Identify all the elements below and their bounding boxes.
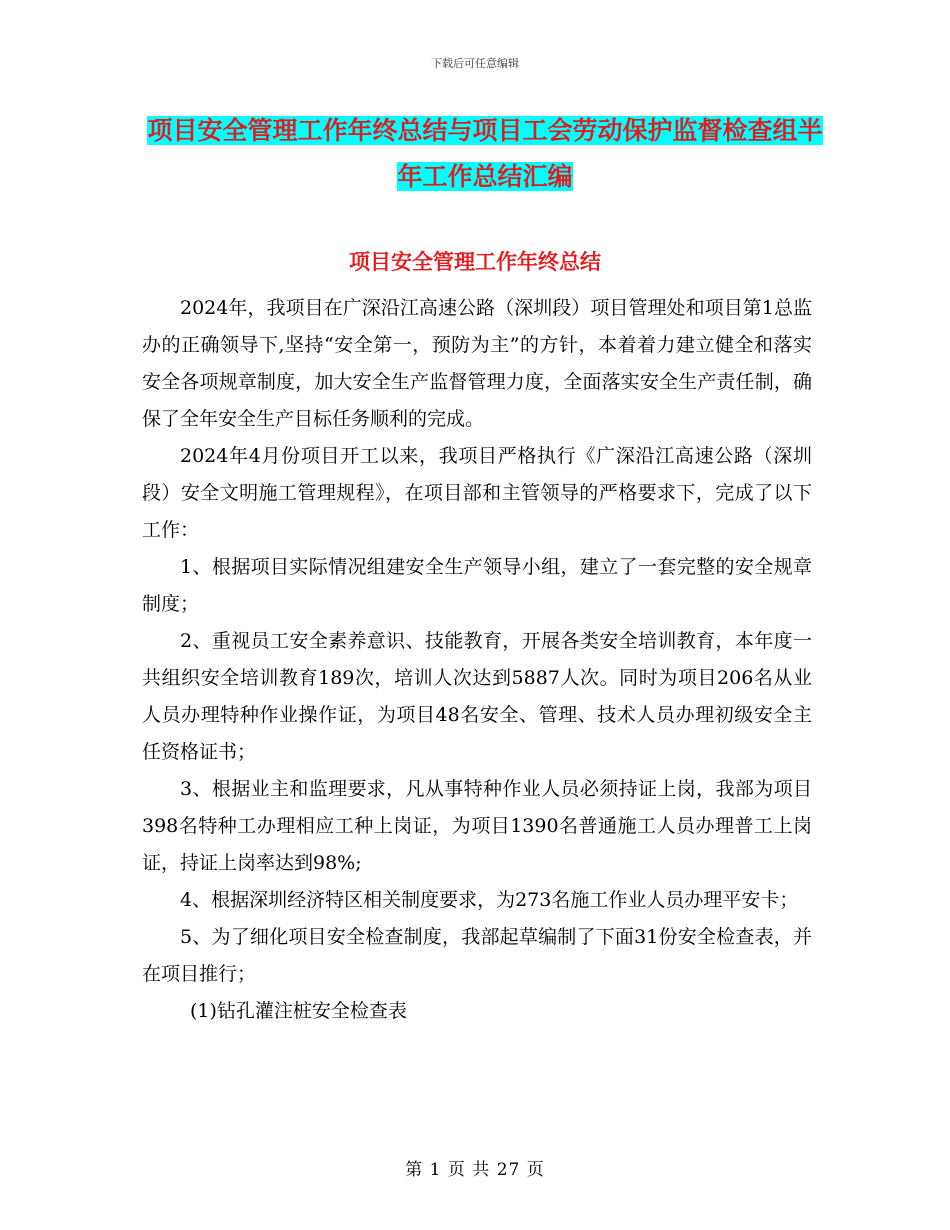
section-title: 项目安全管理工作年终总结 xyxy=(349,249,601,274)
page-number-footer: 第 1 页 共 27 页 xyxy=(405,1160,545,1180)
paragraph: 2、重视员工安全素养意识、技能教育，开展各类安全培训教育，本年度一共组织安全培训教育189次，培训人次达到5887人次。同时为项目206名从业人员办理特种作业操作证，为项目48名安全、管理、技术人员办理初级安全主任资格证书； xyxy=(142,630,812,763)
paragraph: 5、为了细化项目安全检查制度，我部起草编制了下面31份安全检查表，并在项目推行； xyxy=(142,926,812,985)
paragraph: 3、根据业主和监理要求，凡从事特种作业人员必须持证上岗，我部为项目398名特种工办理相应工种上岗证，为项目1390名普通施工人员办理普工上岗证，持证上岗率达到98%; xyxy=(142,778,812,874)
header-note: 下载后可任意编辑 xyxy=(431,57,519,70)
paragraph: 2024年，我项目在广深沿江高速公路（深圳段）项目管理处和项目第1总监办的正确领导下,坚持“安全第一，预防为主”的方针，本着着力建立健全和落实安全各项规章制度，加大安全生产监督管理力度，全面落实安全生产责任制，确保了全年安全生产目标任务顺利的完成。 xyxy=(142,297,812,430)
document-body xyxy=(142,290,812,1030)
document-title-text: 项目安全管理工作年终总结与项目工会劳动保护监督检查组半年工作总结汇编 xyxy=(147,116,823,191)
document-title xyxy=(140,108,830,200)
paragraph: 2024年4月份项目开工以来，我项目严格执行《广深沿江高速公路（深圳段）安全文明施工管理规程》，在项目部和主管领导的严格要求下，完成了以下工作： xyxy=(142,445,812,541)
paragraph: 4、根据深圳经济特区相关制度要求，为273名施工作业人员办理平安卡； xyxy=(180,889,799,911)
list-item: (1)钻孔灌注桩安全检查表 xyxy=(190,1000,407,1022)
paragraph: 1、根据项目实际情况组建安全生产领导小组，建立了一套完整的安全规章制度； xyxy=(142,556,812,615)
